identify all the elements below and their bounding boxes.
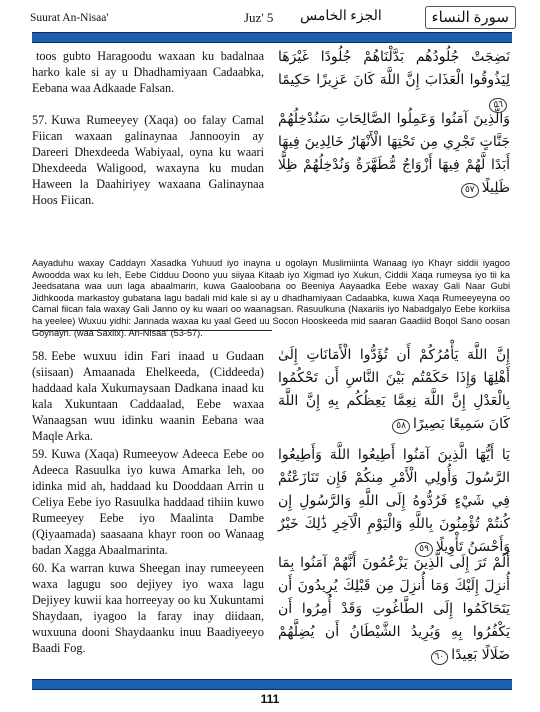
ayah-number-marker: ٥٧ (461, 183, 479, 198)
arabic-verse-56 (278, 46, 510, 115)
translation-paragraph-57 (32, 112, 264, 208)
commentary-note: Aayaduhu waxay Caddayn Xasadka Yuhuud iyo inayna u ogolayn Muslimiinta Wanaag iyo Khayr siddii iyagoo Awoodda wax ku leh, Eebe Cidduu Doono yuu siiyaa Kitaab iyo Xigmad iyo Xukun, Ciddii Xaqa rumeysa iyo tii ka Jeedsatana waa uun laga abaalmarin, kuwa Gaaloobana oo Beeniya Aayaadka Eebe waxay Gali Naar Gubi Jidhkooda markastoy gubatana lagu badali mid kale si ay u dhadhamiyaan Cadaabka, kuwa Xaqa Rumeeyeyna oo Camal fiican fala waxay Gali Janno oy ku waari oo waanagsan. Rasuulkuna (Naxariis iyo Nabadgalyo Eebe korkiisa ha yeelee) Wuxuu yidhi: Jannada waxaa ku yaal Geed uu Socon Hooskeeda mid saaran Gaadiid Boqol Sano oosan Goynayn. (waa Saxiix). An-Nisaa' (53-57). (32, 258, 510, 338)
arabic-text: أَلَمْ تَرَ إِلَى الَّذِينَ يَزْعُمُونَ أَنَّهُمْ آمَنُوا بِمَا أُنزِلَ إِلَيْكَ وَمَا أُنزِلَ مِن قَبْلِكَ يُرِيدُونَ أَن يَتَحَاكَمُوا إِلَى الطَّاغُوتِ وَقَدْ أُمِرُوا أَن يَكْفُرُوا بِهِ وَيُرِيدُ الشَّيْطَانُ أَن يُضِلَّهُمْ ضَلَالًا بَعِيدًا (278, 555, 510, 663)
verse-translation: Kuwa (Xaqa) Rumeeyow Adeeca Eebe oo Adeeca Rasuulka iyo kuwa Amarka leh, oo idinka mid ah, haddaad ku Dooddaan Arrin u Celiya Eebe iyo Rasuulka haddaad tihiin kuwo Rumeeyey Eebe iyo Maalinta Dambe (Qiyaamada) saasaana khayr roon oo Wanaag badan Xagga Abaalmarinta. (32, 447, 264, 557)
verse-translation: Kuwa Rumeeyey (Xaqa) oo falay Camal Fiican waxaan galinaynaa Jannooyin ay Dareeri Dhexdeeda Wabiyaal, oyna ku waari Dhexdeeda Waligood, waxayna ku mudan Haween la Daahiriyey waxaana Galinaynaa Hoos Fiican. (32, 113, 264, 207)
translation-paragraph-56 (32, 48, 264, 96)
footer-rule-bar (32, 679, 512, 690)
arabic-text: إِنَّ اللَّهَ يَأْمُرُكُمْ أَن تُؤَدُّوا الْأَمَانَاتِ إِلَىٰ أَهْلِهَا وَإِذَا حَكَمْتُم بَيْنَ النَّاسِ أَن تَحْكُمُوا بِالْعَدْلِ إِنَّ اللَّهَ نِعِمَّا يَعِظُكُم بِهِ إِنَّ اللَّهَ كَانَ سَمِيعًا بَصِيرًا (278, 347, 510, 432)
arabic-verse-60 (278, 552, 510, 667)
verse-number: 59. (32, 447, 48, 461)
ayah-number-marker: ٦٠ (431, 650, 449, 665)
arabic-verse-59 (278, 444, 510, 559)
section-divider (32, 330, 272, 331)
juz-label: Juz' 5 (244, 10, 274, 25)
arabic-text: يَا أَيُّهَا الَّذِينَ آمَنُوا أَطِيعُوا اللَّهَ وَأَطِيعُوا الرَّسُولَ وَأُولِي الْأَمْرِ مِنكُمْ فَإِن تَنَازَعْتُمْ فِي شَيْءٍ فَرُدُّوهُ إِلَى اللَّهِ وَالرَّسُولِ إِن كُنتُمْ تُؤْمِنُونَ بِاللَّهِ وَالْيَوْمِ الْآخِرِ ذَٰلِكَ خَيْرٌ وَأَحْسَنُ تَأْوِيلًا (278, 447, 510, 555)
translation-paragraph-60 (32, 560, 264, 656)
verse-translation: Eebe wuxuu idin Fari inaad u Gudaan (siisaan) Amaanada Ehelkeeda, (Ciddeeda) haddaad kala Xukumaysaan Dadkana inaad ku kala Xukuntaan Caddaalad, Eebe waxaa Wanaagsan wuu idinku waanin Eebana waa Maqle Arka. (32, 349, 264, 443)
verse-number: 58. (32, 349, 48, 363)
juz-label-arabic: الجزء الخامس (300, 9, 382, 24)
header-rule-bar (32, 32, 512, 43)
surah-name-arabic: سورة النساء (425, 6, 516, 29)
translation-paragraph-58 (32, 348, 264, 444)
surah-name: Suurat An-Nisaa' (30, 12, 109, 24)
ayah-number-marker: ٥٩ (415, 542, 433, 557)
verse-number: 60. (32, 561, 48, 575)
arabic-verse-58 (278, 344, 510, 436)
verse-translation: Ka warran kuwa Sheegan inay rumeeyeen waxa lagugu soo dejiyey iyo waxa lagu Dejiyey kuwii kaa horreeyay oo ku Xukuntami Shaydaan, iyagoo la faray inay diidaan, wuxuuna dooni Shaydaanku inuu Baadiyeeyo Baadi Fog. (32, 561, 264, 655)
page-number: 111 (260, 692, 280, 706)
page-header (30, 6, 516, 30)
arabic-text: وَالَّذِينَ آمَنُوا وَعَمِلُوا الصَّالِحَاتِ سَنُدْخِلُهُمْ جَنَّاتٍ تَجْرِي مِن تَحْتِهَا الْأَنْهَارُ خَالِدِينَ فِيهَا أَبَدًا لَّهُمْ فِيهَا أَزْوَاجٌ مُّطَهَّرَةٌ وَنُدْخِلُهُمْ ظِلًّا ظَلِيلًا (278, 111, 510, 196)
arabic-text: نَضِجَتْ جُلُودُهُم بَدَّلْنَاهُمْ جُلُودًا غَيْرَهَا لِيَذُوقُوا الْعَذَابَ إِنَّ اللَّهَ كَانَ عَزِيزًا حَكِيمًا (278, 49, 510, 88)
ayah-number-marker: ٥٦ (489, 98, 507, 113)
verse-number: 57. (32, 113, 48, 127)
arabic-verse-57 (278, 108, 510, 200)
translation-paragraph-59 (32, 446, 264, 558)
ayah-number-marker: ٥٨ (392, 419, 410, 434)
verse-translation: toos gubto Haragoodu waxaan ku badalnaa harko kale si ay u Dhadhamiyaan Cadaabka, Eebana waa Adkaade Falsan. (32, 49, 264, 95)
